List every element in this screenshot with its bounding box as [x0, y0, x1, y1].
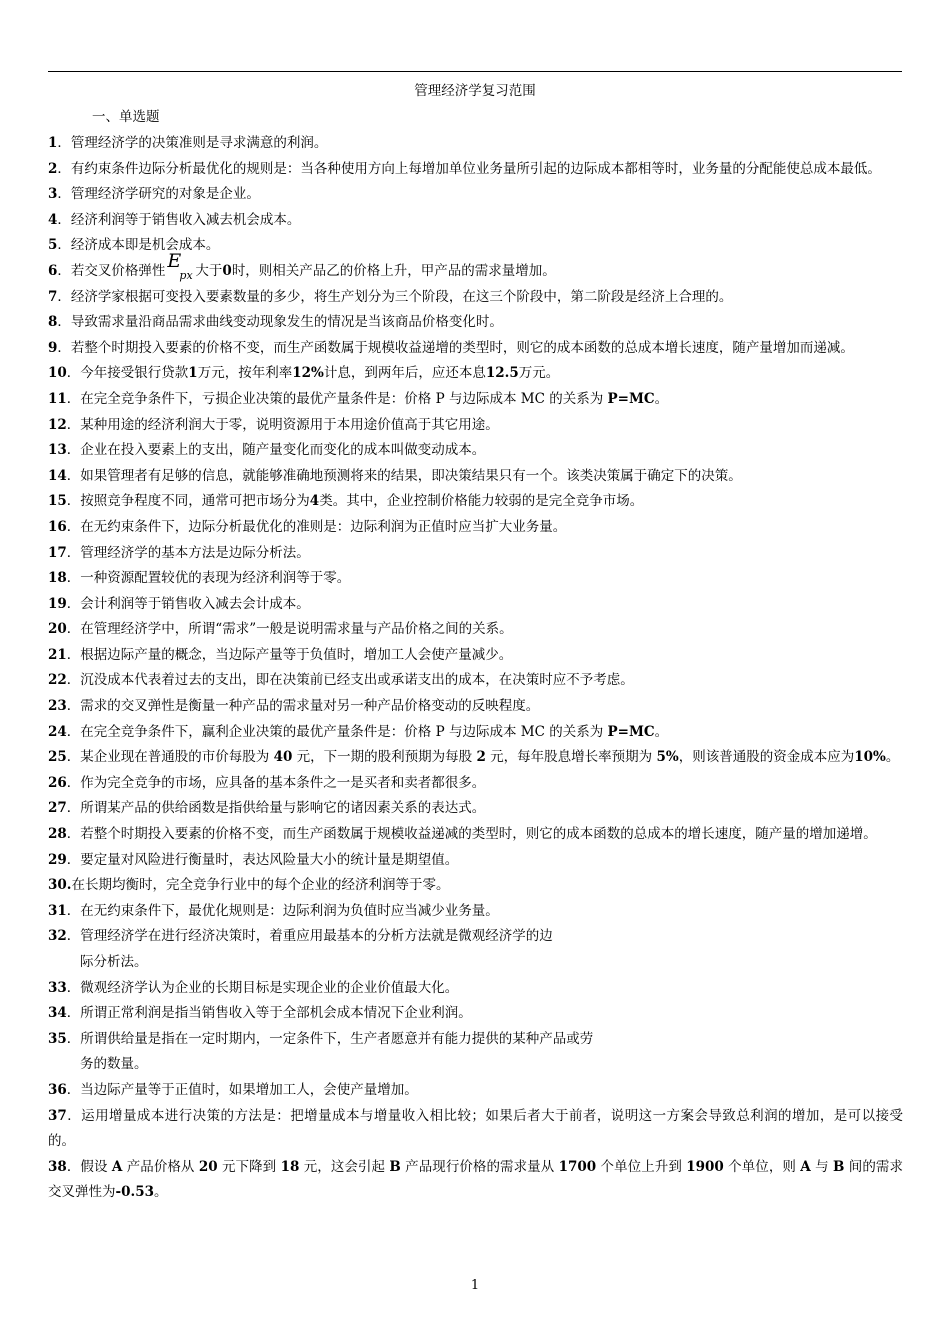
question-item: 12．某种用途的经济利润大于零，说明资源用于本用途价值高于其它用途。: [48, 416, 499, 433]
question-item: 9．若整个时期投入要素的价格不变，而生产函数属于规模收益递增的类型时，则它的成本函数的总成本增长速度，随产量增加而递减。: [48, 339, 854, 356]
question-item: 17．管理经济学的基本方法是边际分析法。: [48, 544, 310, 561]
question-item: 20．在管理经济学中，所谓“需求”一般是说明需求量与产品价格之间的关系。: [48, 621, 513, 638]
question-item: 36．当边际产量等于正值时，如果增加工人，会使产量增加。: [48, 1081, 418, 1098]
question-item: 23．需求的交叉弹性是衡量一种产品的需求量对另一种产品价格变动的反映程度。: [48, 698, 540, 715]
question-item: 18．一种资源配置较优的表现为经济利润等于零。: [48, 570, 351, 587]
question-item: 22．沉没成本代表着过去的支出，即在决策前已经支出或承诺支出的成本，在决策时应不予考虑。: [48, 672, 634, 689]
section-heading: 一、单选题: [92, 109, 160, 125]
question-item: 14．如果管理者有足够的信息，就能够准确地预测将来的结果，即决策结果只有一个。该类决策属于确定下的决策。: [48, 467, 742, 484]
question-item: 27．所谓某产品的供给函数是指供给量与影响它的诸因素关系的表达式。: [48, 800, 486, 817]
question-item: 6．若交叉价格弹性 E px 大于0时，则相关产品乙的价格上升，甲产品的需求量增加。: [48, 249, 556, 282]
cross-elasticity-symbol: E px: [167, 249, 193, 282]
question-item: 33．微观经济学认为企业的长期目标是实现企业的企业价值最大化。: [48, 979, 459, 996]
question-item: 30.在长期均衡时，完全竞争行业中的每个企业的经济利润等于零。: [48, 877, 450, 894]
question-item: 35．所谓供给量是指在一定时期内，一定条件下，生产者愿意并有能力提供的某种产品或劳 务的数量。: [48, 1030, 594, 1073]
question-item: 15．按照竞争程度不同，通常可把市场分为4类。其中，企业控制价格能力较弱的是完全竞争市场。: [48, 493, 644, 510]
question-item: 10．今年接受银行贷款1万元，按年利率12%计息，到两年后，应还本息12.5万元。: [48, 365, 560, 382]
header-rule: [48, 71, 902, 72]
question-item: 1．管理经济学的决策准则是寻求满意的利润。: [48, 135, 328, 151]
question-item: 26．作为完全竞争的市场，应具备的基本条件之一是买者和卖者都很多。: [48, 774, 486, 791]
question-item: 19．会计利润等于销售收入减去会计成本。: [48, 595, 310, 612]
question-item: 38．假设 A 产品价格从 20 元下降到 18 元，这会引起 B 产品现行价格的需求量从 1700 个单位上升到 1900 个单位，则 A 与 B 间的需求交叉弹性为-0.53。: [48, 1158, 903, 1201]
question-item: 31．在无约束条件下，最优化规则是：边际利润为负值时应当减少业务量。: [48, 902, 499, 919]
page-number: 1: [470, 1278, 480, 1293]
question-item: 24．在完全竞争条件下，赢利企业决策的最优产量条件是：价格 P 与边际成本 MC 的关系为 P=MC。: [48, 723, 669, 740]
question-item: 32．管理经济学在进行经济决策时，着重应用最基本的分析方法就是微观经济学的边 际分析法。: [48, 928, 553, 970]
question-item: 2．有约束条件边际分析最优化的规则是：当各种使用方向上每增加单位业务量所引起的边际成本都相等时，业务量的分配能使总成本最低。: [48, 160, 881, 177]
question-item: 11．在完全竞争条件下，亏损企业决策的最优产量条件是：价格 P 与边际成本 MC 的关系为 P=MC。: [48, 390, 669, 407]
question-item: 3．管理经济学研究的对象是企业。: [48, 186, 260, 203]
question-item: 37．运用增量成本进行决策的方法是：把增量成本与增量收入相比较；如果后者大于前者，说明这一方案会导致总利润的增加，是可以接受的。: [48, 1107, 903, 1150]
page-title: 管理经济学复习范围: [414, 83, 536, 99]
question-item: 7．经济学家根据可变投入要素数量的多少，将生产划分为三个阶段，在这三个阶段中，第二阶段是经济上合理的。: [48, 288, 733, 305]
question-item: 29．要定量对风险进行衡量时，表达风险量大小的统计量是期望值。: [48, 851, 459, 868]
question-item: 34．所谓正常利润是指当销售收入等于全部机会成本情况下企业利润。: [48, 1005, 472, 1022]
question-list: [48, 131, 903, 1206]
question-item: 4．经济利润等于销售收入减去机会成本。: [48, 211, 301, 228]
question-item: 5．经济成本即是机会成本。: [48, 237, 220, 254]
question-item: 13．企业在投入要素上的支出，随产量变化而变化的成本叫做变动成本。: [48, 442, 486, 459]
question-item: 8．导致需求量沿商品需求曲线变动现象发生的情况是当该商品价格变化时。: [48, 314, 503, 331]
question-item: 28．若整个时期投入要素的价格不变，而生产函数属于规模收益递减的类型时，则它的成本函数的总成本的增长速度，随产量的增加递增。: [48, 826, 877, 843]
question-item: 16．在无约束条件下，边际分析最优化的准则是：边际利润为正值时应当扩大业务量。: [48, 518, 567, 535]
question-item: 21．根据边际产量的概念，当边际产量等于负值时，增加工人会使产量减少。: [48, 646, 513, 663]
question-item: 25．某企业现在普通股的市价每股为 40 元，下一期的股利预期为每股 2 元，每年股息增长率预期为 5%，则该普通股的资金成本应为10%。: [48, 749, 900, 766]
